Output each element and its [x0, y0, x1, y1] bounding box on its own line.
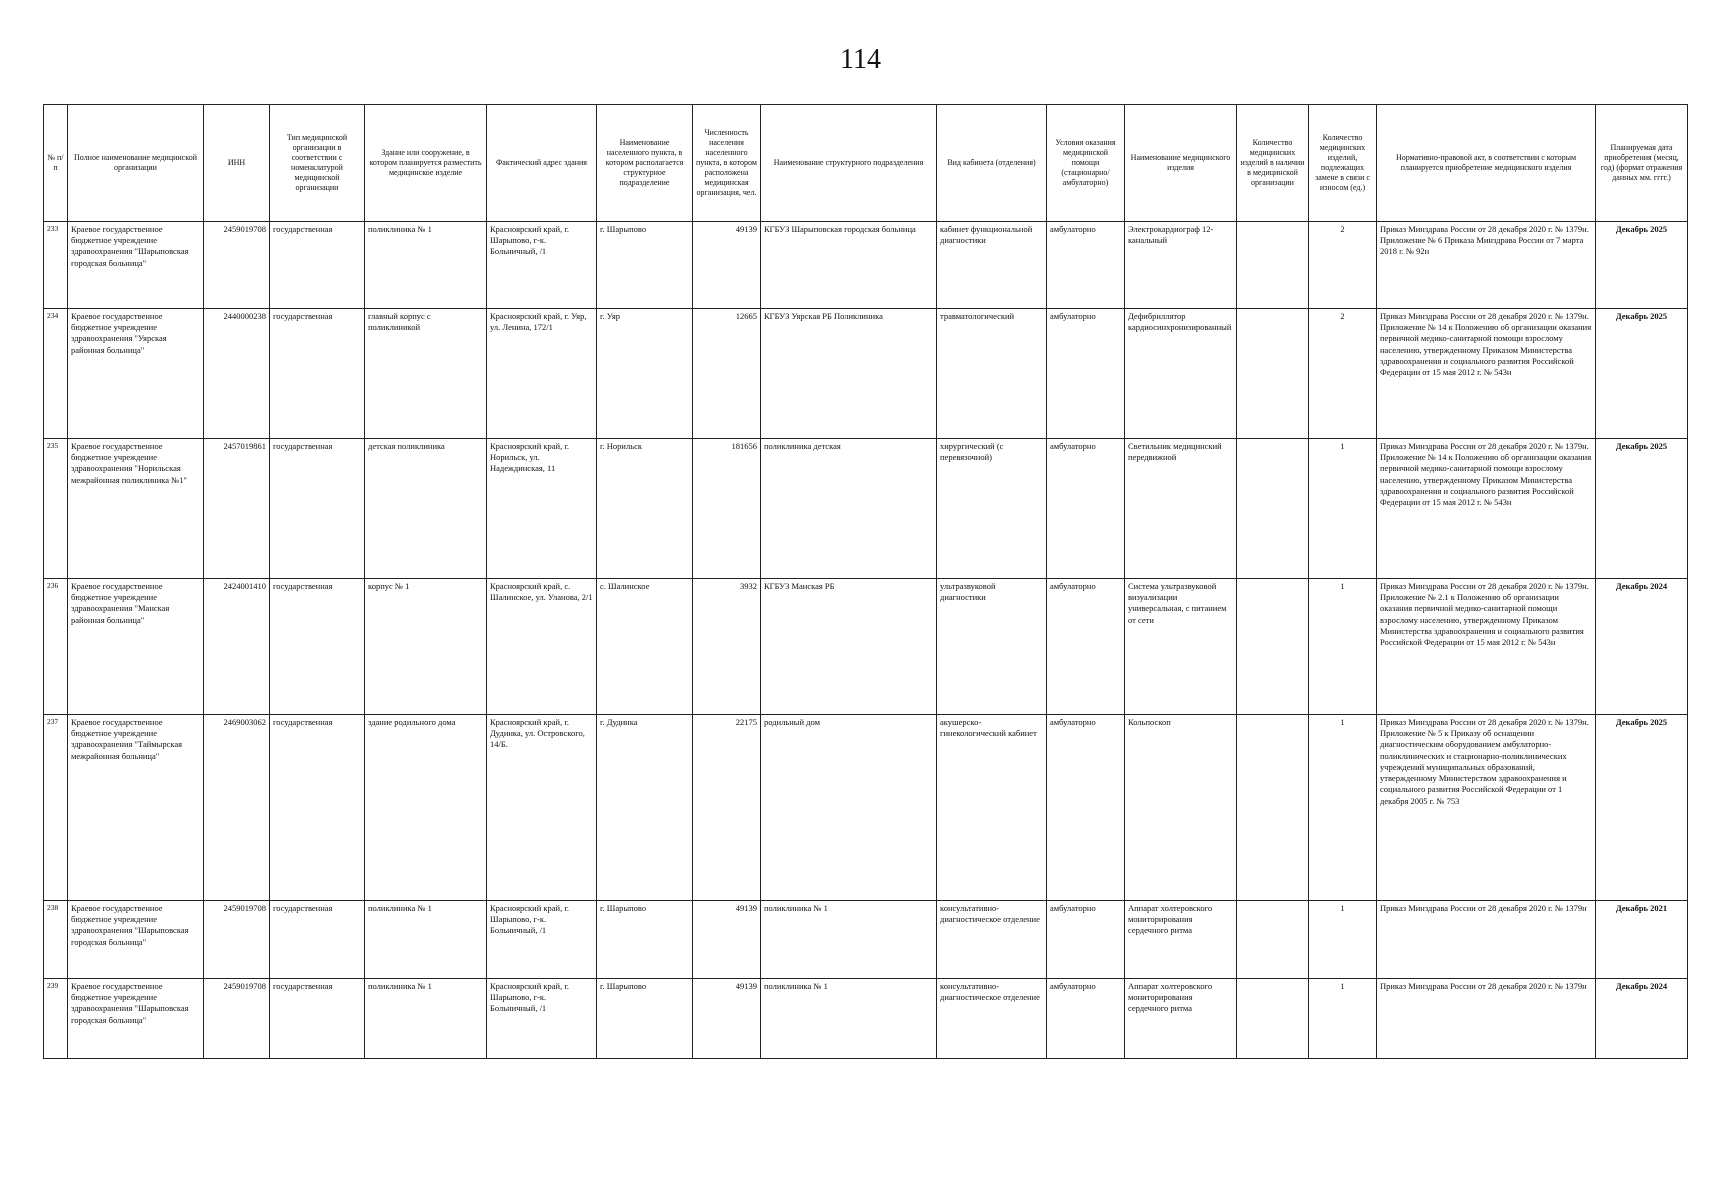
cell-locality: с. Шалинское — [597, 579, 693, 715]
cell-locality: г. Шарыпово — [597, 222, 693, 309]
cell-available — [1237, 715, 1309, 901]
cell-available — [1237, 222, 1309, 309]
cell-type: государственная — [270, 309, 365, 439]
cell-inn: 2424001410 — [204, 579, 270, 715]
cell-address: Красноярский край, г. Шарыпово, г-к. Больничный, /1 — [487, 979, 597, 1059]
cell-cabinet: акушерско-гинекологический кабинет — [937, 715, 1047, 901]
cell-num: 235 — [44, 439, 68, 579]
cell-org: Краевое государственное бюджетное учреждение здравоохранения "Таймырская межрайонная больница" — [68, 715, 204, 901]
cell-cabinet: консультативно-диагностическое отделение — [937, 901, 1047, 979]
cell-replace: 1 — [1309, 979, 1377, 1059]
cell-type: государственная — [270, 979, 365, 1059]
cell-building: поликлиника № 1 — [365, 979, 487, 1059]
table-row — [44, 901, 1688, 979]
cell-population: 49139 — [693, 222, 761, 309]
cell-inn: 2440000238 — [204, 309, 270, 439]
cell-num: 236 — [44, 579, 68, 715]
cell-unit: КГБУЗ Манская РБ — [761, 579, 937, 715]
cell-unit: поликлиника детская — [761, 439, 937, 579]
cell-unit: КГБУЗ Уярская РБ Поликлиника — [761, 309, 937, 439]
header-device: Наименование медицинского изделия — [1125, 105, 1237, 222]
cell-replace: 2 — [1309, 222, 1377, 309]
cell-date: Декабрь 2021 — [1596, 901, 1688, 979]
cell-available — [1237, 309, 1309, 439]
header-replace: Количество медицинских изделий, подлежащих замене в связи с износом (ед.) — [1309, 105, 1377, 222]
cell-act: Приказ Минздрава России от 28 декабря 2020 г. № 1379н. Приложение № 14 к Положению об организации оказания первичной медико-санитарной помощи взрослому населению, утвержденному Приказом Министерства здравоохранения и социального развития Российской Федерации от 15 мая 2012 г. № 543н — [1377, 309, 1596, 439]
cell-device: Кольпоскоп — [1125, 715, 1237, 901]
cell-inn: 2459019708 — [204, 222, 270, 309]
cell-org: Краевое государственное бюджетное учреждение здравоохранения "Уярская районная больница" — [68, 309, 204, 439]
cell-building: здание родильного дома — [365, 715, 487, 901]
header-date: Планируемая дата приобретения (месяц, год) (формат отражения данных мм. гггг.) — [1596, 105, 1688, 222]
cell-cabinet: хирургический (с перевязочной) — [937, 439, 1047, 579]
header-conditions: Условия оказания медицинской помощи (стационарно/ амбулаторно) — [1047, 105, 1125, 222]
cell-date: Декабрь 2024 — [1596, 979, 1688, 1059]
cell-conditions: амбулаторно — [1047, 715, 1125, 901]
cell-address: Красноярский край, с. Шалинское, ул. Уланова, 2/1 — [487, 579, 597, 715]
cell-locality: г. Уяр — [597, 309, 693, 439]
cell-population: 22175 — [693, 715, 761, 901]
header-population: Численность населения населенного пункта, в котором расположена медицинская организация, чел. — [693, 105, 761, 222]
cell-available — [1237, 901, 1309, 979]
header-inn: ИНН — [204, 105, 270, 222]
cell-cabinet: ультразвуковой диагностики — [937, 579, 1047, 715]
cell-act: Приказ Минздрава России от 28 декабря 2020 г. № 1379н. Приложение № 14 к Положению об организации оказания первичной медико-санитарной помощи взрослому населению, утвержденному Приказом Министерства здравоохранения и социального развития Российской Федерации от 15 мая 2012 г. № 543н — [1377, 439, 1596, 579]
cell-num: 234 — [44, 309, 68, 439]
cell-unit: поликлиника № 1 — [761, 901, 937, 979]
cell-building: детская поликлиника — [365, 439, 487, 579]
cell-replace: 1 — [1309, 579, 1377, 715]
cell-type: государственная — [270, 439, 365, 579]
cell-address: Красноярский край, г. Уяр, ул. Ленина, 172/1 — [487, 309, 597, 439]
cell-building: поликлиника № 1 — [365, 222, 487, 309]
header-locality: Наименование населенного пункта, в котором располагается структурное подразделение — [597, 105, 693, 222]
cell-available — [1237, 979, 1309, 1059]
cell-conditions: амбулаторно — [1047, 979, 1125, 1059]
cell-org: Краевое государственное бюджетное учреждение здравоохранения "Норильская межрайонная поликлиника №1" — [68, 439, 204, 579]
cell-replace: 1 — [1309, 715, 1377, 901]
table-row — [44, 715, 1688, 901]
cell-num: 238 — [44, 901, 68, 979]
cell-type: государственная — [270, 715, 365, 901]
cell-type: государственная — [270, 901, 365, 979]
cell-unit: поликлиника № 1 — [761, 979, 937, 1059]
cell-address: Красноярский край, г. Дудинка, ул. Островского, 14/Б. — [487, 715, 597, 901]
cell-device: Аппарат холтеровского мониторирования сердечного ритма — [1125, 979, 1237, 1059]
cell-conditions: амбулаторно — [1047, 901, 1125, 979]
cell-conditions: амбулаторно — [1047, 579, 1125, 715]
cell-locality: г. Шарыпово — [597, 901, 693, 979]
cell-num: 237 — [44, 715, 68, 901]
equipment-registry-table — [43, 104, 1688, 1059]
cell-available — [1237, 579, 1309, 715]
header-act: Нормативно-правовой акт, в соответствии с которым планируется приобретение медицинского изделия — [1377, 105, 1596, 222]
cell-date: Декабрь 2024 — [1596, 579, 1688, 715]
header-org: Полное наименование медицинской организации — [68, 105, 204, 222]
cell-population: 181656 — [693, 439, 761, 579]
cell-building: корпус № 1 — [365, 579, 487, 715]
cell-building: поликлиника № 1 — [365, 901, 487, 979]
cell-date: Декабрь 2025 — [1596, 222, 1688, 309]
cell-device: Аппарат холтеровского мониторирования сердечного ритма — [1125, 901, 1237, 979]
table-row — [44, 979, 1688, 1059]
cell-device: Электрокардиограф 12-канальный — [1125, 222, 1237, 309]
header-address: Фактический адрес здания — [487, 105, 597, 222]
cell-org: Краевое государственное бюджетное учреждение здравоохранения "Манская районная больница" — [68, 579, 204, 715]
header-building: Здание или сооружение, в котором планируется разместить медицинское изделие — [365, 105, 487, 222]
table-header-row — [44, 105, 1688, 222]
cell-cabinet: консультативно-диагностическое отделение — [937, 979, 1047, 1059]
cell-org: Краевое государственное бюджетное учреждение здравоохранения "Шарыповская городская больница" — [68, 979, 204, 1059]
header-type: Тип медицинской организации в соответствии с номенклатурой медицинской организации — [270, 105, 365, 222]
cell-population: 49139 — [693, 979, 761, 1059]
header-cabinet: Вид кабинета (отделения) — [937, 105, 1047, 222]
table-row — [44, 222, 1688, 309]
header-num: № п/п — [44, 105, 68, 222]
cell-population: 49139 — [693, 901, 761, 979]
cell-locality: г. Дудинка — [597, 715, 693, 901]
cell-date: Декабрь 2025 — [1596, 715, 1688, 901]
cell-locality: г. Норильск — [597, 439, 693, 579]
cell-unit: КГБУЗ Шарыповская городская больница — [761, 222, 937, 309]
cell-inn: 2459019708 — [204, 901, 270, 979]
cell-locality: г. Шарыпово — [597, 979, 693, 1059]
cell-address: Красноярский край, г. Шарыпово, г-к. Больничный, /1 — [487, 901, 597, 979]
cell-conditions: амбулаторно — [1047, 309, 1125, 439]
cell-device: Светильник медицинский передвижной — [1125, 439, 1237, 579]
header-unit: Наименование структурного подразделения — [761, 105, 937, 222]
cell-date: Декабрь 2025 — [1596, 439, 1688, 579]
cell-act: Приказ Минздрава России от 28 декабря 2020 г. № 1379н. Приложение № 6 Приказа Минздрава России от 7 марта 2018 г. № 92н — [1377, 222, 1596, 309]
table-row — [44, 579, 1688, 715]
cell-device: Система ультразвуковой визуализации универсальная, с питанием от сети — [1125, 579, 1237, 715]
cell-act: Приказ Минздрава России от 28 декабря 2020 г. № 1379н. Приложение № 2.1 к Положению об организации оказания первичной медико-санитарной помощи взрослому населению, утвержденному Приказом Министерства здравоохранения и социального развития Российской Федерации от 15 мая 2012 г. № 543н — [1377, 579, 1596, 715]
cell-inn: 2457019861 — [204, 439, 270, 579]
cell-org: Краевое государственное бюджетное учреждение здравоохранения "Шарыповская городская больница" — [68, 901, 204, 979]
cell-org: Краевое государственное бюджетное учреждение здравоохранения "Шарыповская городская больница" — [68, 222, 204, 309]
cell-replace: 1 — [1309, 901, 1377, 979]
cell-building: главный корпус с поликлиникой — [365, 309, 487, 439]
cell-unit: родильный дом — [761, 715, 937, 901]
cell-act: Приказ Минздрава России от 28 декабря 2020 г. № 1379н. Приложение № 5 к Приказу об оснащении диагностическим оборудованием амбулаторно-поликлинических и стационарно-поликлинических учреждений муниципальных образований, утвержденному Министерством здравоохранения и социального развития Российской Федерации от 1 декабря 2005 г. № 753 — [1377, 715, 1596, 901]
cell-address: Красноярский край, г. Норильск, ул. Надеждинская, 11 — [487, 439, 597, 579]
cell-num: 239 — [44, 979, 68, 1059]
cell-act: Приказ Минздрава России от 28 декабря 2020 г. № 1379н — [1377, 979, 1596, 1059]
cell-device: Дефибриллятор кардиосинхронизированный — [1125, 309, 1237, 439]
cell-cabinet: кабинет функциональной диагностики — [937, 222, 1047, 309]
cell-num: 233 — [44, 222, 68, 309]
cell-inn: 2469003062 — [204, 715, 270, 901]
cell-replace: 1 — [1309, 439, 1377, 579]
cell-cabinet: травматологический — [937, 309, 1047, 439]
cell-population: 12665 — [693, 309, 761, 439]
cell-type: государственная — [270, 222, 365, 309]
cell-inn: 2459019708 — [204, 979, 270, 1059]
cell-address: Красноярский край, г. Шарыпово, г-к. Больничный, /1 — [487, 222, 597, 309]
cell-available — [1237, 439, 1309, 579]
cell-population: 3932 — [693, 579, 761, 715]
cell-type: государственная — [270, 579, 365, 715]
page-number: 114 — [840, 44, 881, 75]
header-available: Количество медицинских изделий в наличии в медицинской организации — [1237, 105, 1309, 222]
table-row — [44, 309, 1688, 439]
cell-replace: 2 — [1309, 309, 1377, 439]
cell-date: Декабрь 2025 — [1596, 309, 1688, 439]
cell-act: Приказ Минздрава России от 28 декабря 2020 г. № 1379н — [1377, 901, 1596, 979]
cell-conditions: амбулаторно — [1047, 222, 1125, 309]
cell-conditions: амбулаторно — [1047, 439, 1125, 579]
table-row — [44, 439, 1688, 579]
